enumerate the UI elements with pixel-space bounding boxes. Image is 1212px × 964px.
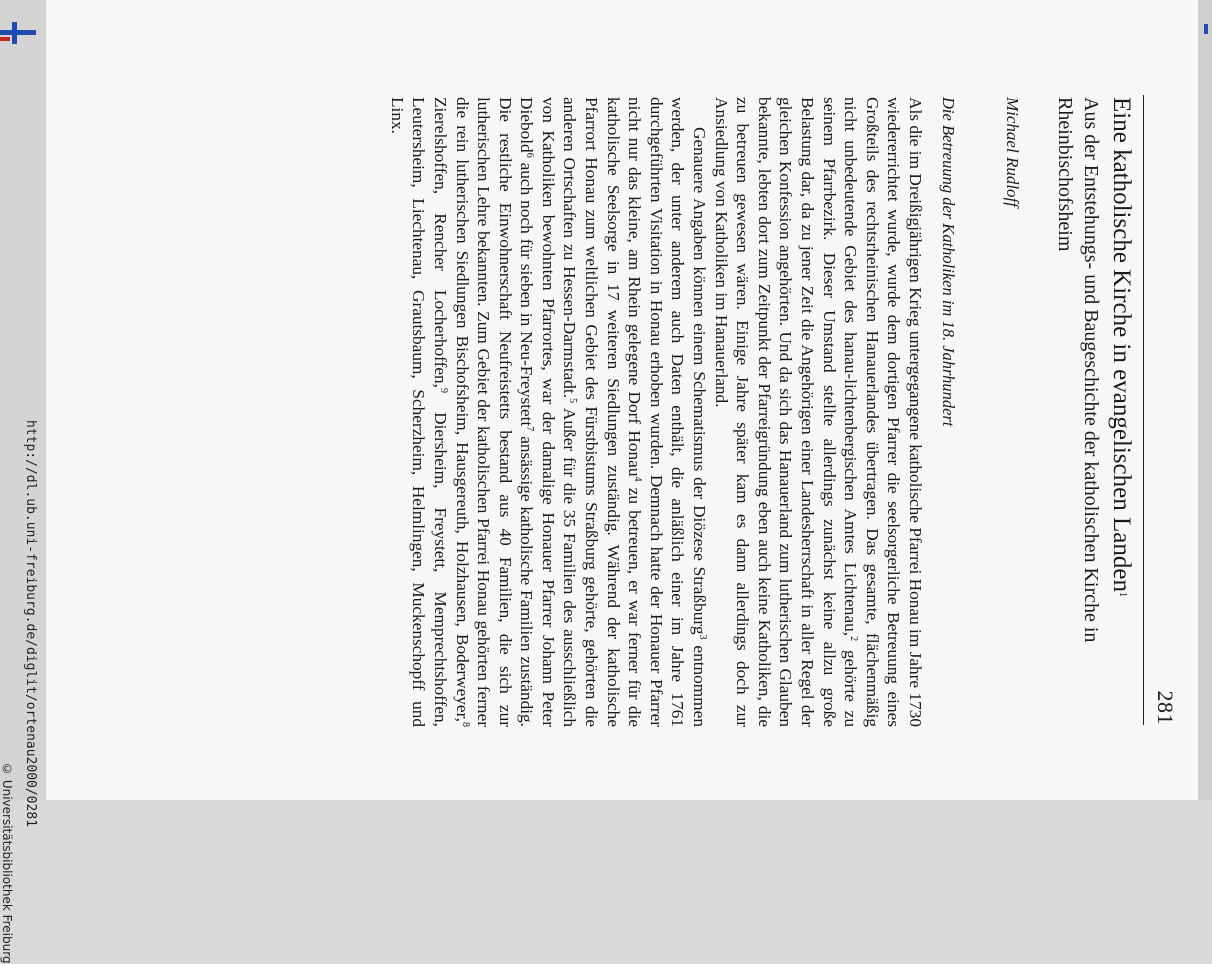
- body-text: [386, 97, 926, 727]
- color-calibration-mark: [12, 22, 17, 44]
- text-run: zu betreuen, er war ferner für die katholische Seelsorge in 17 weiteren Siedlungen zuständig. Während der katholische Pfarrort Honau zum weltlichen Gebiet des Fürstbistums Straßburg gehörte, gehörten die anderen Ortschaften zu Hessen-Darmstadt.: [560, 97, 645, 727]
- page-number: 281: [1153, 690, 1178, 725]
- article-title: [1107, 97, 1136, 737]
- header-rule: [1143, 95, 1144, 725]
- text-run: Diersheim, Freystett, Memprechtshoffen, Leutersheim, Liechtenau, Grautsbaum, Scherzheim, Helmlingen, Muckenschopff und Linx.: [387, 97, 450, 727]
- paragraph: [386, 97, 710, 727]
- text-run: auch noch für sieben in Neu-Freystett: [517, 157, 537, 427]
- text-run: Genauere Angaben können einem Schematismus der Diözese Straßburg: [690, 127, 710, 635]
- footnote-ref: 6: [524, 152, 536, 158]
- author-name: Michael Rudloff: [1003, 97, 1022, 208]
- footnote-ref: 5: [567, 398, 579, 404]
- article-subtitle: Aus der Entstehungs- und Baugeschichte der katholischen Kirche in Rheinbischofsheim: [1054, 97, 1102, 643]
- footnote-ref: 9: [437, 387, 449, 393]
- color-calibration-mark: [1204, 24, 1208, 34]
- footnote-ref: 2: [848, 636, 860, 642]
- section-heading: Die Betreuung der Katholiken im 18. Jahrhundert: [939, 97, 958, 427]
- text-run: Als die im Dreißigjährigen Krieg untergegangene katholische Pfarrei Honau im Jahre 1730 wiedererrichtet wurde, wurde dem dortigen Pfarrer die seelsorgerliche Betreuung eines Großteils des rechtsrheinischen Hanauerlandes übertragen. Das gesamte, flächenmäßig nicht unbedeutende Gebiet des hanau-lichtenbergischen Amtes Lichtenau,: [841, 97, 925, 727]
- color-calibration-mark: [0, 37, 10, 41]
- text-run: ansässige katholische Familien zuständig. Die restliche Einwohnerschaft Neufreistetts bestand aus 40 Familien, die sich zur lutherischen Lehre bekannten. Zum Gebiet der katholischen Pfarrei Honau gehörten ferner die rein lutherischen Siedlungen Bischofsheim, Hausgereuth, Holzhausen, Boderweyer,: [452, 97, 537, 727]
- footer-copyright: © Universitätsbibliothek Freiburg: [0, 762, 14, 964]
- paragraph: [710, 97, 926, 727]
- text-run: entnommen werden, der unter anderem auch Daten enthält, die anläßlich einer im Jahre 1761 durchgeführten Visitation in Honau erhoben wurden. Demnach hatte der Honauer Pfarrer nicht nur das kleine, am Rhein gelegene Dorf Honau: [625, 97, 710, 727]
- scanned-page: [46, 0, 1198, 800]
- footer-url[interactable]: http://dl.ub.uni-freiburg.de/diglit/ortenau2000/0281: [23, 420, 38, 827]
- text-run: Außer für die 35 Familien des ausschließlich von Katholiken bewohnten Pfarrortes, war der damalige Honauer Pfarrer Johann Peter Diebold: [517, 97, 580, 727]
- footnote-ref: 1: [1117, 591, 1128, 597]
- rotated-page-content: [46, 0, 1198, 800]
- left-margin-strip: [0, 0, 46, 964]
- right-margin-strip: [1198, 0, 1212, 800]
- footnote-ref: 4: [632, 476, 644, 482]
- color-calibration-mark: [0, 30, 36, 35]
- footnote-ref: 3: [697, 634, 709, 640]
- article-title-text: Eine katholische Kirche in evangelischen Landen: [1108, 97, 1135, 592]
- footnote-ref: 8: [459, 722, 471, 727]
- text-run: gehörte zu seinem Pfarrbezirk. Dieser Umstand stellte allerdings zunächst keine allzu große Belastung dar, da zu jener Zeit die Angehörigen einer Landesherrschaft in aller Regel der gleichen Konfession angehörten. Und da sich das Hanauerland zum lutherischen Glauben bekannte, lebten dort zum Zeitpunkt der Pfarreigründung eben auch keine Katholiken, die zu betreuen gewesen wären. Einige Jahre später kam es dann allerdings doch zur Ansiedlung von Katholiken im Hanauerland.: [711, 97, 861, 727]
- text-run: Zierelshoffen, Rencher Locherhoffen,: [430, 97, 450, 388]
- footnote-ref: 7: [524, 426, 536, 432]
